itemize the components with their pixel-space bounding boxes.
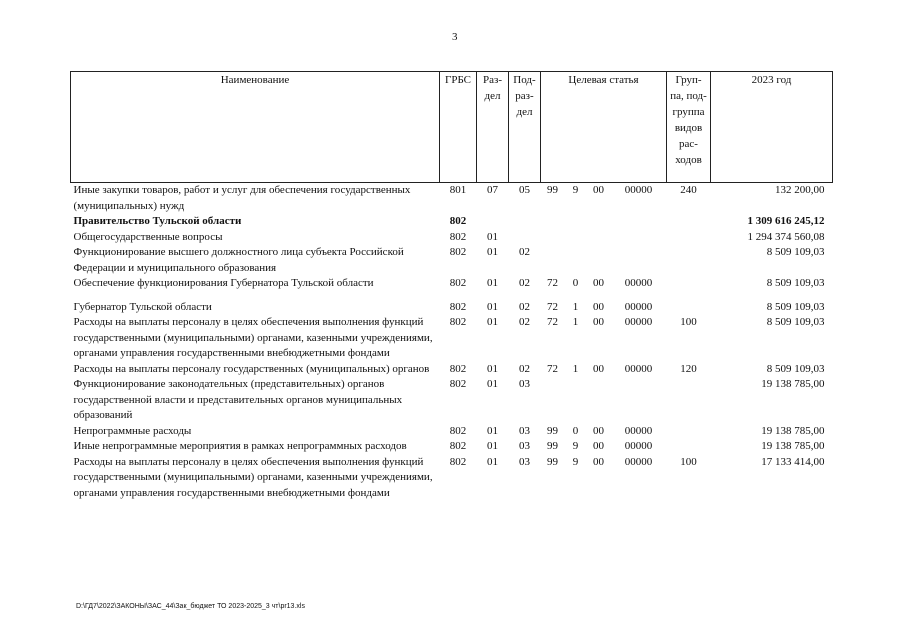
table-row <box>71 377 833 424</box>
row-expense-group <box>667 214 711 230</box>
row-target-subprogram: 0 <box>572 424 579 437</box>
header-group: Груп- па, под- группа видов рас- ходов <box>667 72 711 183</box>
row-target-direction: 00000 <box>624 316 653 328</box>
row-name: Иные непрограммные мероприятия в рамках непрограммных расходов <box>73 440 407 452</box>
row-razdel: 01 <box>487 316 498 328</box>
row-target-program: 72 <box>547 362 558 375</box>
row-podrazdel: 02 <box>519 246 530 258</box>
row-podrazdel: 03 <box>519 455 530 468</box>
row-target-subprogram <box>565 377 587 424</box>
row-expense-group <box>667 230 711 246</box>
row-spacer <box>71 292 833 300</box>
row-target-direction: 00000 <box>624 362 653 375</box>
row-target-program: 72 <box>547 300 558 313</box>
row-name: Обеспечение функционирования Губернатора Тульской области <box>73 277 374 289</box>
row-target-subprogram <box>565 230 587 246</box>
row-amount: 1 309 616 245,12 <box>747 215 825 227</box>
row-razdel: 01 <box>487 300 498 313</box>
header-grbs: ГРБС <box>440 72 477 183</box>
row-name: Функционирование высшего должностного лица субъекта Российской Федерации и муниципального образования <box>73 246 404 274</box>
row-amount: 8 509 109,03 <box>766 316 825 328</box>
row-amount: 8 509 109,03 <box>766 300 825 313</box>
table-row <box>71 300 833 316</box>
row-target-main <box>587 214 611 230</box>
row-name: Расходы на выплаты персоналу в целях обеспечения выполнения функций государственными (муниципальными) органами, казенными учреждениями, органами управления государственными внебюджетными фондами <box>73 316 433 359</box>
row-target-main <box>587 377 611 424</box>
row-razdel: 01 <box>487 246 498 258</box>
row-podrazdel: 02 <box>519 277 530 289</box>
row-name: Правительство Тульской области <box>73 215 242 227</box>
table-row <box>71 245 833 276</box>
table-header-row <box>71 72 833 183</box>
row-grbs: 802 <box>449 277 467 289</box>
row-podrazdel <box>509 214 541 230</box>
row-target-subprogram: 1 <box>572 362 579 375</box>
row-expense-group <box>667 276 711 292</box>
table-row <box>71 315 833 362</box>
row-amount: 8 509 109,03 <box>766 362 825 375</box>
row-grbs: 802 <box>449 362 467 375</box>
row-target-direction <box>611 377 667 424</box>
table-row <box>71 276 833 292</box>
table-row <box>71 424 833 440</box>
row-target-direction: 00000 <box>624 277 653 289</box>
row-grbs: 802 <box>449 455 467 468</box>
row-target-program: 99 <box>547 440 558 452</box>
header-target: Целевая статья <box>541 72 667 183</box>
row-grbs: 802 <box>449 440 467 452</box>
row-amount: 19 138 785,00 <box>761 424 825 437</box>
page-number: 3 <box>452 31 458 43</box>
row-target-program <box>541 214 565 230</box>
row-podrazdel: 02 <box>519 362 530 375</box>
header-name: Наименование <box>71 72 440 183</box>
row-grbs: 802 <box>449 230 467 243</box>
row-name: Функционирование законодательных (представительных) органов государственной власти и представительных органов муниципальных образований <box>73 378 403 421</box>
row-podrazdel: 03 <box>519 378 530 390</box>
row-target-direction: 00000 <box>624 184 653 196</box>
row-target-program: 99 <box>547 184 558 196</box>
header-razdel: Раз- дел <box>477 72 509 183</box>
row-name: Иные закупки товаров, работ и услуг для обеспечения государственных (муниципальных) нужд <box>73 184 411 212</box>
row-podrazdel: 03 <box>519 440 530 452</box>
row-target-subprogram: 0 <box>572 277 579 289</box>
row-grbs: 802 <box>449 246 467 258</box>
row-target-main <box>587 230 611 246</box>
row-podrazdel: 05 <box>519 184 530 196</box>
row-razdel: 01 <box>487 277 498 289</box>
budget-table <box>70 71 833 501</box>
row-grbs: 802 <box>449 215 467 227</box>
row-grbs: 801 <box>449 184 467 196</box>
header-podrazdel: Под- раз- дел <box>509 72 541 183</box>
row-expense-group: 100 <box>680 455 697 468</box>
row-expense-group <box>667 439 711 455</box>
row-name: Расходы на выплаты персоналу в целях обеспечения выполнения функций государственными (муниципальными) органами, казенными учреждениями, органами управления государственными внебюджетными фондами <box>73 455 433 499</box>
row-target-direction: 00000 <box>624 424 653 437</box>
row-target-main: 00 <box>593 184 604 196</box>
row-target-main: 00 <box>593 440 604 452</box>
row-razdel: 01 <box>487 378 498 390</box>
row-name: Общегосударственные вопросы <box>73 230 223 243</box>
row-target-subprogram <box>565 245 587 276</box>
row-target-main: 00 <box>593 277 604 289</box>
row-razdel: 01 <box>487 230 498 243</box>
row-expense-group <box>667 245 711 276</box>
row-target-direction: 00000 <box>624 440 653 452</box>
row-target-program: 99 <box>547 424 558 437</box>
row-expense-group <box>667 424 711 440</box>
row-target-main: 00 <box>593 300 604 313</box>
row-amount: 132 200,00 <box>775 184 825 196</box>
row-razdel: 01 <box>487 362 498 375</box>
row-target-subprogram: 1 <box>572 316 579 328</box>
table-row <box>71 230 833 246</box>
row-grbs: 802 <box>449 424 467 437</box>
row-target-main: 00 <box>593 316 604 328</box>
row-expense-group: 240 <box>680 184 697 196</box>
row-razdel: 01 <box>487 424 498 437</box>
row-razdel <box>477 214 509 230</box>
row-razdel: 01 <box>487 440 498 452</box>
table-row <box>71 214 833 230</box>
row-target-main: 00 <box>593 424 604 437</box>
row-target-program: 72 <box>547 316 558 328</box>
table-row <box>71 439 833 455</box>
row-amount: 8 509 109,03 <box>766 246 825 258</box>
row-target-program <box>541 377 565 424</box>
row-target-subprogram <box>565 214 587 230</box>
row-target-subprogram: 1 <box>572 300 579 313</box>
row-amount: 19 138 785,00 <box>761 440 825 452</box>
row-target-main <box>587 245 611 276</box>
row-razdel: 01 <box>487 455 498 468</box>
row-target-program <box>541 245 565 276</box>
row-amount: 19 138 785,00 <box>761 378 825 390</box>
row-target-subprogram: 9 <box>572 440 579 452</box>
row-razdel: 07 <box>487 184 498 196</box>
row-target-direction: 00000 <box>624 455 653 468</box>
row-target-direction <box>611 230 667 246</box>
row-podrazdel <box>509 230 541 246</box>
row-target-program: 72 <box>547 277 558 289</box>
row-name: Расходы на выплаты персоналу государственных (муниципальных) органов <box>73 362 430 375</box>
row-amount: 1 294 374 560,08 <box>747 230 825 243</box>
row-name: Непрограммные расходы <box>73 424 192 437</box>
file-path-footer: D:\ГД7\2022\ЗАКОНЫ\ЗАС_44\Зак_бюджет ТО 2023-2025_3 чт\pr13.xls <box>76 603 305 610</box>
header-year: 2023 год <box>711 72 833 183</box>
row-grbs: 802 <box>449 316 467 328</box>
row-amount: 8 509 109,03 <box>766 277 825 289</box>
spacer-cell <box>71 292 833 300</box>
row-expense-group: 100 <box>680 316 697 328</box>
row-podrazdel: 02 <box>519 316 530 328</box>
table-row <box>71 455 833 502</box>
row-target-main: 00 <box>593 362 604 375</box>
row-target-program <box>541 230 565 246</box>
row-name: Губернатор Тульской области <box>73 300 212 313</box>
row-podrazdel: 02 <box>519 300 530 313</box>
row-target-direction <box>611 245 667 276</box>
table-row <box>71 183 833 215</box>
row-expense-group <box>667 377 711 424</box>
table-row <box>71 362 833 378</box>
row-grbs: 802 <box>449 300 467 313</box>
row-podrazdel: 03 <box>519 424 530 437</box>
row-target-subprogram: 9 <box>572 184 579 196</box>
row-target-subprogram: 9 <box>572 455 579 468</box>
row-grbs: 802 <box>449 378 467 390</box>
row-expense-group <box>667 300 711 316</box>
row-amount: 17 133 414,00 <box>761 455 825 468</box>
row-target-program: 99 <box>547 455 558 468</box>
row-target-direction: 00000 <box>624 300 653 313</box>
row-target-main: 00 <box>593 455 604 468</box>
row-target-direction <box>611 214 667 230</box>
table-body <box>71 183 833 502</box>
row-expense-group: 120 <box>680 362 697 375</box>
